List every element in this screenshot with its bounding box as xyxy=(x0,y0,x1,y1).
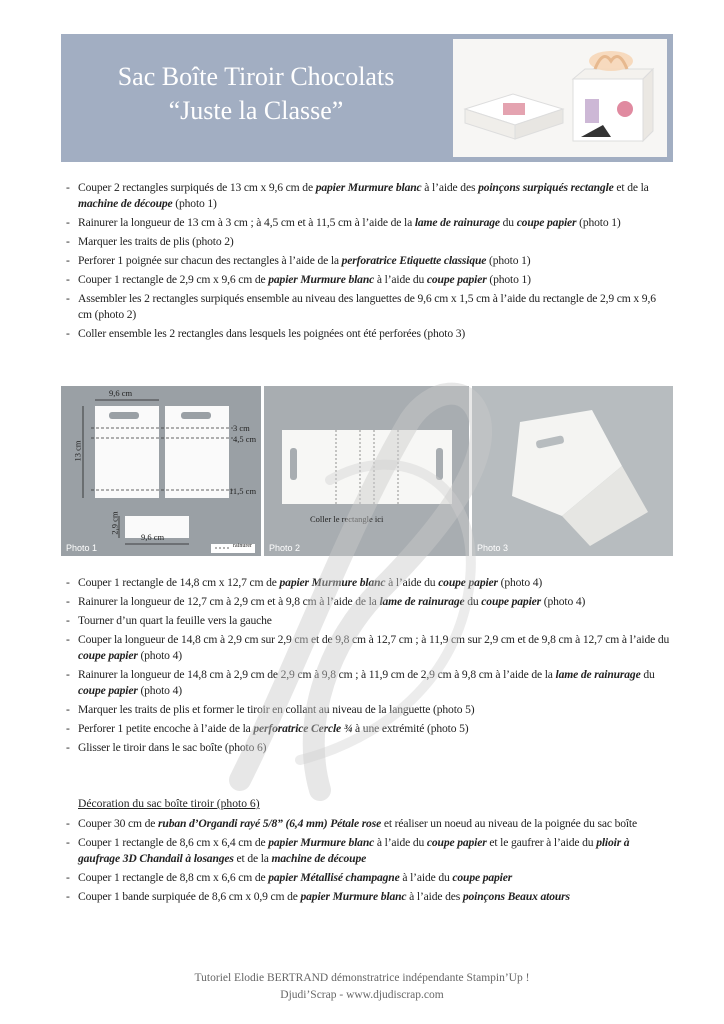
instruction-item: - Perforer 1 petite encoche à l’aide de la perforatrice Cercle ¾ à une extrémité (photo 5) xyxy=(66,721,670,737)
product-name: perforatrice Etiquette classique xyxy=(341,254,487,267)
product-name: papier Murmure blanc xyxy=(268,273,375,286)
product-name: papier Murmure blanc xyxy=(315,181,422,194)
product-name: papier Murmure blanc xyxy=(279,576,386,589)
product-name: machine de découpe xyxy=(78,197,173,210)
instruction-item: - Couper 1 rectangle de 2,9 cm x 9,6 cm de papier Murmure blanc à l’aide du coupe papier (photo 1) xyxy=(66,272,670,288)
instruction-list-drawer xyxy=(66,575,670,759)
photo-label: Photo 3 xyxy=(477,543,509,553)
glue-note: Coller le rectangle ici xyxy=(310,514,384,524)
instruction-list-box xyxy=(66,180,670,345)
legend-label: rainurer xyxy=(233,543,252,549)
assembled-rectangles-illustration xyxy=(264,386,469,556)
header-banner xyxy=(61,34,673,162)
instruction-item: - Couper 30 cm de ruban d’Organdi rayé 5/8” (6,4 mm) Pétale rose et réaliser un noeud au niveau de la poignée du sac boîte xyxy=(66,816,670,832)
photo-strip xyxy=(61,386,673,556)
product-name: coupe papier xyxy=(452,871,513,884)
page-title: Sac Boîte Tiroir Chocolats xyxy=(117,62,395,91)
instruction-item: - Rainurer la longueur de 14,8 cm à 2,9 cm de 2,9 cm à 9,8 cm ; à 11,9 cm de 2,9 cm à 9,8 cm à l’aide de la lame de rainurage du coupe papier (photo 4) xyxy=(66,667,670,699)
product-name: coupe papier xyxy=(78,684,138,697)
product-name: coupe papier xyxy=(481,595,541,608)
instruction-item: - Couper 2 rectangles surpiqués de 13 cm x 9,6 cm de papier Murmure blanc à l’aide des poinçons surpiqués rectangle et de la machine de découpe (photo 1) xyxy=(66,180,670,212)
product-name: plioir à gaufrage 3D Chandail à losanges xyxy=(78,836,630,865)
instruction-item: - Glisser le tiroir dans le sac boîte (photo 6) xyxy=(66,740,670,756)
product-name: coupe papier xyxy=(426,273,487,286)
photo-2 xyxy=(264,386,469,556)
product-name: papier Murmure blanc xyxy=(300,890,407,903)
product-name: machine de découpe xyxy=(271,852,367,865)
product-name: poinçons Beaux atours xyxy=(462,890,570,903)
product-name: coupe papier xyxy=(516,216,577,229)
product-name: perforatrice Cercle ¾ xyxy=(253,722,353,735)
instruction-item: - Couper 1 rectangle de 8,6 cm x 6,4 cm de papier Murmure blanc à l’aide du coupe papier et le gaufrer à l’aide du plioir à gaufrage 3D Chandail à losanges et de la machine de découpe xyxy=(66,835,670,867)
instruction-list-decoration xyxy=(66,816,670,908)
product-name: papier Murmure blanc xyxy=(268,836,375,849)
measure-label: 3 cm xyxy=(233,423,250,433)
photo-label: Photo 2 xyxy=(269,543,301,553)
product-name: lame de rainurage xyxy=(555,668,641,681)
product-name: papier Métallisé champagne xyxy=(268,871,400,884)
footer-credit: Tutoriel Elodie BERTRAND démonstratrice indépendante Stampin’Up ! xyxy=(194,972,530,984)
instruction-item: - Rainurer la longueur de 13 cm à 3 cm ; à 4,5 cm et à 11,5 cm à l’aide de la lame de rainurage du coupe papier (photo 1) xyxy=(66,215,670,231)
product-name: lame de rainurage xyxy=(414,216,500,229)
decoration-heading: Décoration du sac boîte tiroir (photo 6) xyxy=(78,797,260,810)
measure-label: 2,9 cm xyxy=(109,511,120,535)
measure-label: 4,5 cm xyxy=(233,434,257,444)
product-name: coupe papier xyxy=(426,836,487,849)
product-name: poinçons surpiqués rectangle xyxy=(478,181,614,194)
measure-label: 9,6 cm xyxy=(109,388,133,398)
instruction-item: - Coller ensemble les 2 rectangles dans lesquels les poignées ont été perforées (photo 3) xyxy=(66,326,670,342)
photo-label: Photo 1 xyxy=(66,543,98,553)
instruction-item: - Couper 1 rectangle de 8,8 cm x 6,6 cm de papier Métallisé champagne à l’aide du coupe papier xyxy=(66,870,670,886)
template-diagram xyxy=(61,386,261,556)
instruction-item: - Couper 1 rectangle de 14,8 cm x 12,7 cm de papier Murmure blanc à l’aide du coupe papier (photo 4) xyxy=(66,575,670,591)
product-name: coupe papier xyxy=(78,649,138,662)
page-subtitle: “Juste la Classe” xyxy=(168,96,344,125)
instruction-item: - Marquer les traits de plis et former le tiroir en collant au niveau de la languette (photo 5) xyxy=(66,702,670,718)
instruction-item: - Perforer 1 poignée sur chacun des rectangles à l’aide de la perforatrice Etiquette classique (photo 1) xyxy=(66,253,670,269)
measure-label: 9,6 cm xyxy=(141,532,165,542)
hero-photo xyxy=(453,39,667,157)
measure-label: 11,5 cm xyxy=(229,486,257,496)
glued-bag-illustration xyxy=(472,386,673,556)
photo-1 xyxy=(61,386,261,556)
gift-box-illustration xyxy=(453,39,667,157)
instruction-item: - Couper 1 bande surpiquée de 8,6 cm x 0,9 cm de papier Murmure blanc à l’aide des poinçons Beaux atours xyxy=(66,889,670,905)
instruction-item: - Assembler les 2 rectangles surpiqués ensemble au niveau des languettes de 9,6 cm x 1,5 cm à l’aide du rectangle de 2,9 cm x 9,6 cm (photo 2) xyxy=(66,291,670,323)
footer-site: Djudi’Scrap - www.djudiscrap.com xyxy=(280,989,444,1001)
photo-3 xyxy=(472,386,673,556)
product-name: ruban d’Organdi rayé 5/8” (6,4 mm) Pétale rose xyxy=(158,817,382,830)
instruction-item: - Rainurer la longueur de 12,7 cm à 2,9 cm et à 9,8 cm à l’aide de la lame de rainurage du coupe papier (photo 4) xyxy=(66,594,670,610)
instruction-item: - Couper la longueur de 14,8 cm à 2,9 cm sur 2,9 cm et de 9,8 cm à 12,7 cm ; à 11,9 cm sur 2,9 cm et de 9,8 cm à 12,7 cm à l’aide du coupe papier (photo 4) xyxy=(66,632,670,664)
product-name: lame de rainurage xyxy=(379,595,465,608)
instruction-item: - Tourner d’un quart la feuille vers la gauche xyxy=(66,613,670,629)
instruction-item: - Marquer les traits de plis (photo 2) xyxy=(66,234,670,250)
measure-label: 13 cm xyxy=(72,440,83,462)
product-name: coupe papier xyxy=(438,576,498,589)
